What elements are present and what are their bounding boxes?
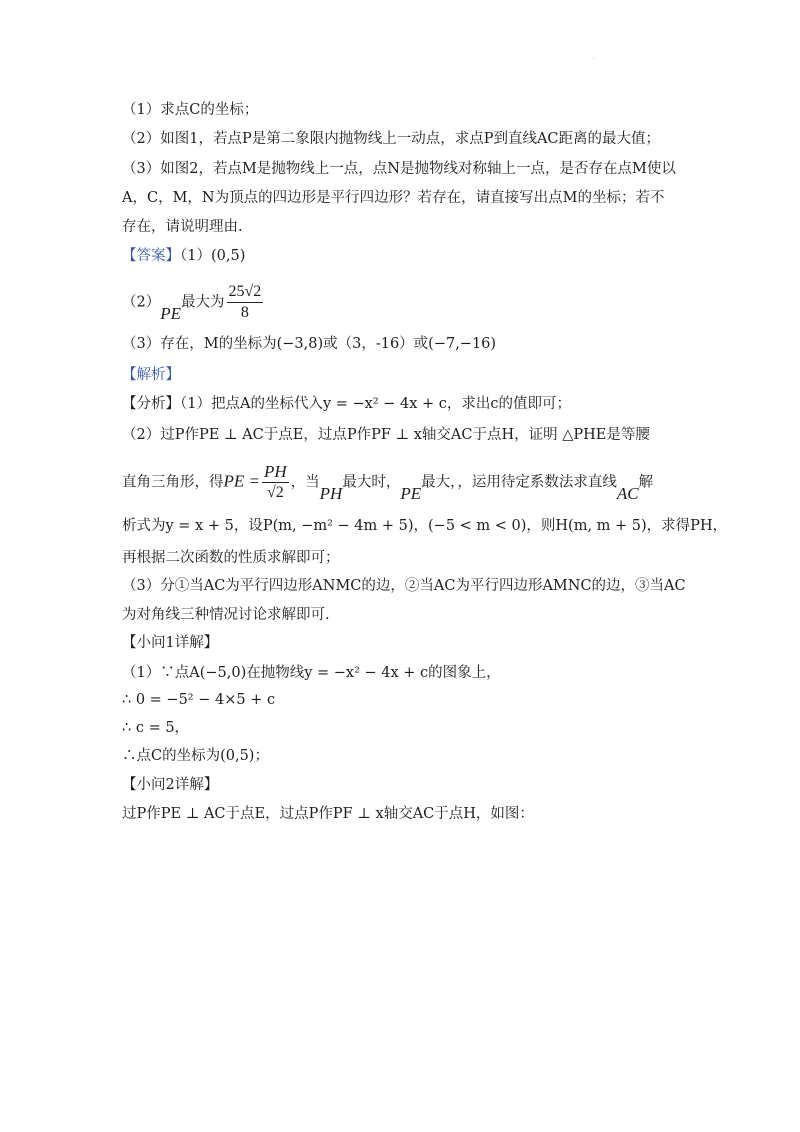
analysis-2: （2）过P作PE ⊥ AC于点E，过点P作PF ⊥ x轴交AC于点H，证明 △PHE是等腰: [122, 427, 650, 443]
solution-5: 过P作PE ⊥ AC于点E，过点P作PF ⊥ x轴交AC于点H，如图：: [122, 806, 534, 822]
answer-2-prefix: （2）: [122, 294, 161, 311]
fraction-numerator: 25√2: [227, 282, 264, 303]
question-1: （1）求点C的坐标；: [122, 102, 259, 118]
answer-tag: 【答案】: [122, 248, 180, 264]
question-3-line-2: A，C，M，N为顶点的四边形是平行四边形？若存在，请直接写出点M的坐标；若不: [122, 190, 665, 206]
analysis-5: 再根据二次函数的性质求解即可；: [122, 550, 340, 566]
solution-1: （1）∵点A(−5,0)在抛物线y = −x² − 4x + c的图象上，: [122, 665, 501, 681]
solution-2: ∴ 0 = −5² − 4×5 + c: [122, 692, 276, 708]
analysis-3-pe: PE: [400, 483, 422, 503]
analysis-7: 为对角线三种情况讨论求解即可.: [122, 607, 330, 623]
answer-line-1: [122, 245, 245, 267]
answer-3: （3）存在，M的坐标为(−3,8)或（3，-16）或(−7,−16): [122, 336, 497, 352]
analysis-3-ph: PH: [319, 483, 343, 503]
analysis-3-fraction: [262, 462, 289, 503]
question-2: （2）如图1，若点P是第二象限内抛物线上一动点，求点P到直线AC距离的最大值；: [122, 131, 661, 147]
analysis-4: 析式为y = x + 5，设P(m, −m² − 4m + 5)，(−5 < m < 0)，则H(m, m + 5)，求得PH，: [122, 518, 728, 534]
analysis-3-eq: PE =: [223, 471, 260, 491]
analysis-3-text-e: 解: [638, 474, 654, 491]
question-3-line-1: （3）如图2，若点M是抛物线上一点，点N是抛物线对称轴上一点，是否存在点M使以: [122, 161, 676, 177]
analysis-3-text-d: 最大，，运用待定系数法求直线: [421, 474, 617, 491]
fraction-denominator: 8: [240, 304, 249, 321]
corner-mark: ·: [593, 56, 595, 63]
solution-3: ∴ c = 5，: [122, 720, 190, 736]
answer-1: （1）(0,5): [180, 248, 246, 264]
answer-2-mid: 最大为: [181, 294, 225, 311]
analysis-3-text-b: ，当: [290, 474, 320, 491]
solution-4: ∴点C的坐标为(0,5)；: [122, 748, 269, 764]
sub-question-2-tag: 【小问2详解】: [122, 777, 219, 793]
fraction-numerator: PH: [264, 462, 287, 481]
analysis-1: 【分析】（1）把点A的坐标代入y = −x² − 4x + c，求出c的值即可；: [122, 396, 572, 412]
answer-line-2: [122, 282, 265, 323]
analysis-tag: 【解析】: [122, 367, 180, 383]
analysis-3-text-a: 直角三角形，得: [122, 474, 224, 491]
question-3-line-3: 存在，请说明理由.: [122, 219, 243, 235]
fraction-denominator: √2: [266, 484, 284, 501]
analysis-3-ac: AC: [616, 483, 639, 503]
analysis-3-text-c: 最大时，: [342, 474, 401, 491]
sub-question-1-tag: 【小问1详解】: [122, 635, 219, 651]
answer-2-fraction: [227, 282, 264, 323]
analysis-3: [122, 462, 653, 503]
answer-2-var: PE: [160, 303, 182, 323]
analysis-6: （3）分①当AC为平行四边形ANMC的边，②当AC为平行四边形AMNC的边，③当AC: [122, 578, 686, 594]
